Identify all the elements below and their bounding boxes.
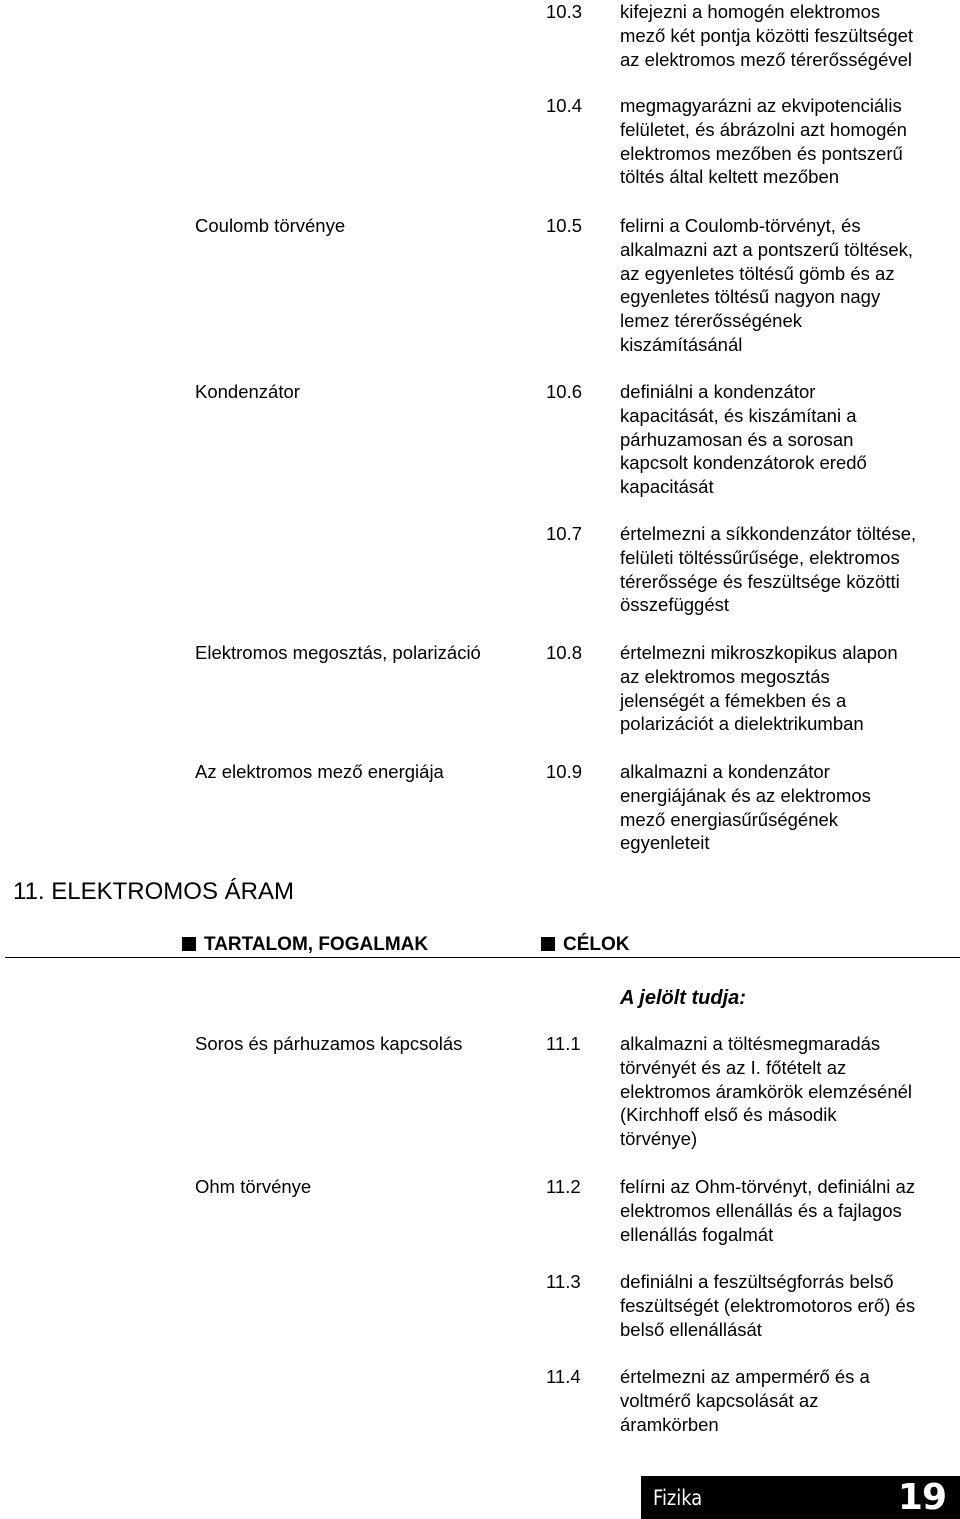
objective-description [620, 380, 960, 499]
candidate-should-know-heading: A jelölt tudja: [620, 987, 746, 1009]
objective-number: 10.6 [546, 381, 583, 402]
objective-description [620, 0, 960, 71]
objective-description-line: felületi töltéssűrűsége, elektromos [620, 546, 900, 568]
objective-description-line: egyenleteit [620, 832, 710, 854]
objective-description-line: polarizációt a dielektrikumban [620, 713, 864, 735]
objective-description-line: értelmezni a síkkondenzátor töltése, [620, 523, 917, 544]
objective-number: 11.3 [546, 1271, 581, 1292]
objective-number: 10.9 [546, 761, 583, 782]
objective-description-line: kapacitását [620, 476, 714, 498]
objective-description-line: elektromos ellenállás és a fajlagos [620, 1199, 902, 1221]
objective-topic: Elektromos megosztás, polarizáció [195, 642, 481, 663]
objective-description-line: párhuzamosan és a sorosan [620, 428, 854, 450]
objective-description-line: alkalmazni a kondenzátor [620, 761, 830, 782]
objective-topic: Ohm törvénye [195, 1176, 312, 1197]
objective-description-line: feszültségét (elektromotoros erő) és [620, 1294, 916, 1316]
square-bullet-icon [182, 937, 196, 951]
objective-description [620, 522, 960, 617]
objective-description-line: elektromos mezőben és pontszerű [620, 142, 903, 164]
objective-description [620, 1365, 960, 1436]
objective-number: 10.8 [546, 642, 583, 663]
objective-description-line: törvényét és az I. főtételt az [620, 1056, 847, 1078]
square-bullet-icon [541, 937, 555, 951]
objective-description [620, 214, 960, 357]
objective-description [620, 1032, 960, 1151]
objective-description-line: kiszámításánál [620, 333, 743, 355]
objective-description-line: lemez térerősségének [620, 310, 803, 332]
column-header-content-label: TARTALOM, FOGALMAK [204, 934, 429, 955]
objective-description-line: kifejezni a homogén elektromos [620, 1, 881, 22]
objective-description-line: megmagyarázni az ekvipotenciális [620, 95, 902, 116]
objective-topic: Coulomb törvénye [195, 215, 346, 236]
footer-subject: Fizika [653, 1486, 703, 1510]
header-divider [5, 957, 960, 958]
objective-description-line: definiálni a kondenzátor [620, 381, 816, 402]
objective-description [620, 1270, 960, 1341]
objective-number: 11.4 [546, 1366, 581, 1387]
objective-number: 11.2 [546, 1176, 581, 1197]
objective-description-line: felírni az Ohm-törvényt, definiálni az [620, 1176, 916, 1197]
page-footer [641, 1476, 960, 1519]
objective-description-line: elektromos áramkörök elemzésénél [620, 1080, 913, 1102]
objective-description-line: töltés által keltett mezőben [620, 166, 840, 188]
objective-number: 10.4 [546, 95, 583, 116]
column-header-goals [541, 933, 630, 957]
objective-topic: Az elektromos mező energiája [195, 761, 444, 782]
objective-description-line: áramkörben [620, 1413, 719, 1435]
objective-description-line: összefüggést [620, 594, 730, 616]
objective-description-line: felületet, és ábrázolni azt homogén [620, 118, 907, 140]
objective-description-line: egyenletes töltésű nagyon nagy [620, 286, 881, 308]
objective-description-line: az elektromos mező térerősségével [620, 48, 913, 70]
objective-description-line: kapcsolt kondenzátorok eredő [620, 452, 867, 474]
objective-description-line: értelmezni az ampermérő és a [620, 1366, 870, 1387]
objective-description-line: az egyenletes töltésű gömb és az [620, 262, 895, 284]
page-number: 19 [897, 1477, 946, 1518]
objective-number: 11.1 [546, 1033, 581, 1054]
section-title: 11. ELEKTROMOS ÁRAM [13, 878, 294, 905]
objective-description-line: értelmezni mikroszkopikus alapon [620, 642, 898, 663]
objective-description-line: energiájának és az elektromos [620, 784, 871, 806]
objective-topic: Soros és párhuzamos kapcsolás [195, 1033, 463, 1054]
column-header-goals-label: CÉLOK [563, 934, 630, 955]
objective-description [620, 760, 960, 855]
objective-topic: Kondenzátor [195, 381, 300, 402]
objective-description-line: (Kirchhoff első és második [620, 1104, 837, 1126]
column-header-content [182, 933, 428, 957]
objective-description-line: alkalmazni a töltésmegmaradás [620, 1033, 881, 1054]
objective-description-line: jelenségét a fémekben és a [620, 689, 847, 711]
objective-description-line: mező két pontja közötti feszültséget [620, 24, 914, 46]
objective-number: 10.7 [546, 523, 583, 544]
objective-description [620, 94, 960, 189]
objective-description-line: kapacitását, és kiszámítani a [620, 404, 857, 426]
objective-description-line: voltmérő kapcsolását az [620, 1389, 819, 1411]
objective-description-line: felirni a Coulomb-törvényt, és [620, 215, 861, 236]
objective-description-line: törvénye) [620, 1128, 698, 1150]
objective-description-line: ellenállás fogalmát [620, 1223, 774, 1245]
objective-description-line: térerőssége és feszültsége közötti [620, 570, 900, 592]
objective-description-line: az elektromos megosztás [620, 665, 830, 687]
objective-description-line: alkalmazni azt a pontszerű töltések, [620, 238, 914, 260]
objective-description [620, 641, 960, 736]
objective-number: 10.3 [546, 1, 583, 22]
objective-description [620, 1175, 960, 1246]
objective-description-line: mező energiasűrűségének [620, 808, 839, 830]
objective-description-line: belső ellenállását [620, 1318, 762, 1340]
objective-description-line: definiálni a feszültségforrás belső [620, 1271, 894, 1292]
objective-number: 10.5 [546, 215, 583, 236]
